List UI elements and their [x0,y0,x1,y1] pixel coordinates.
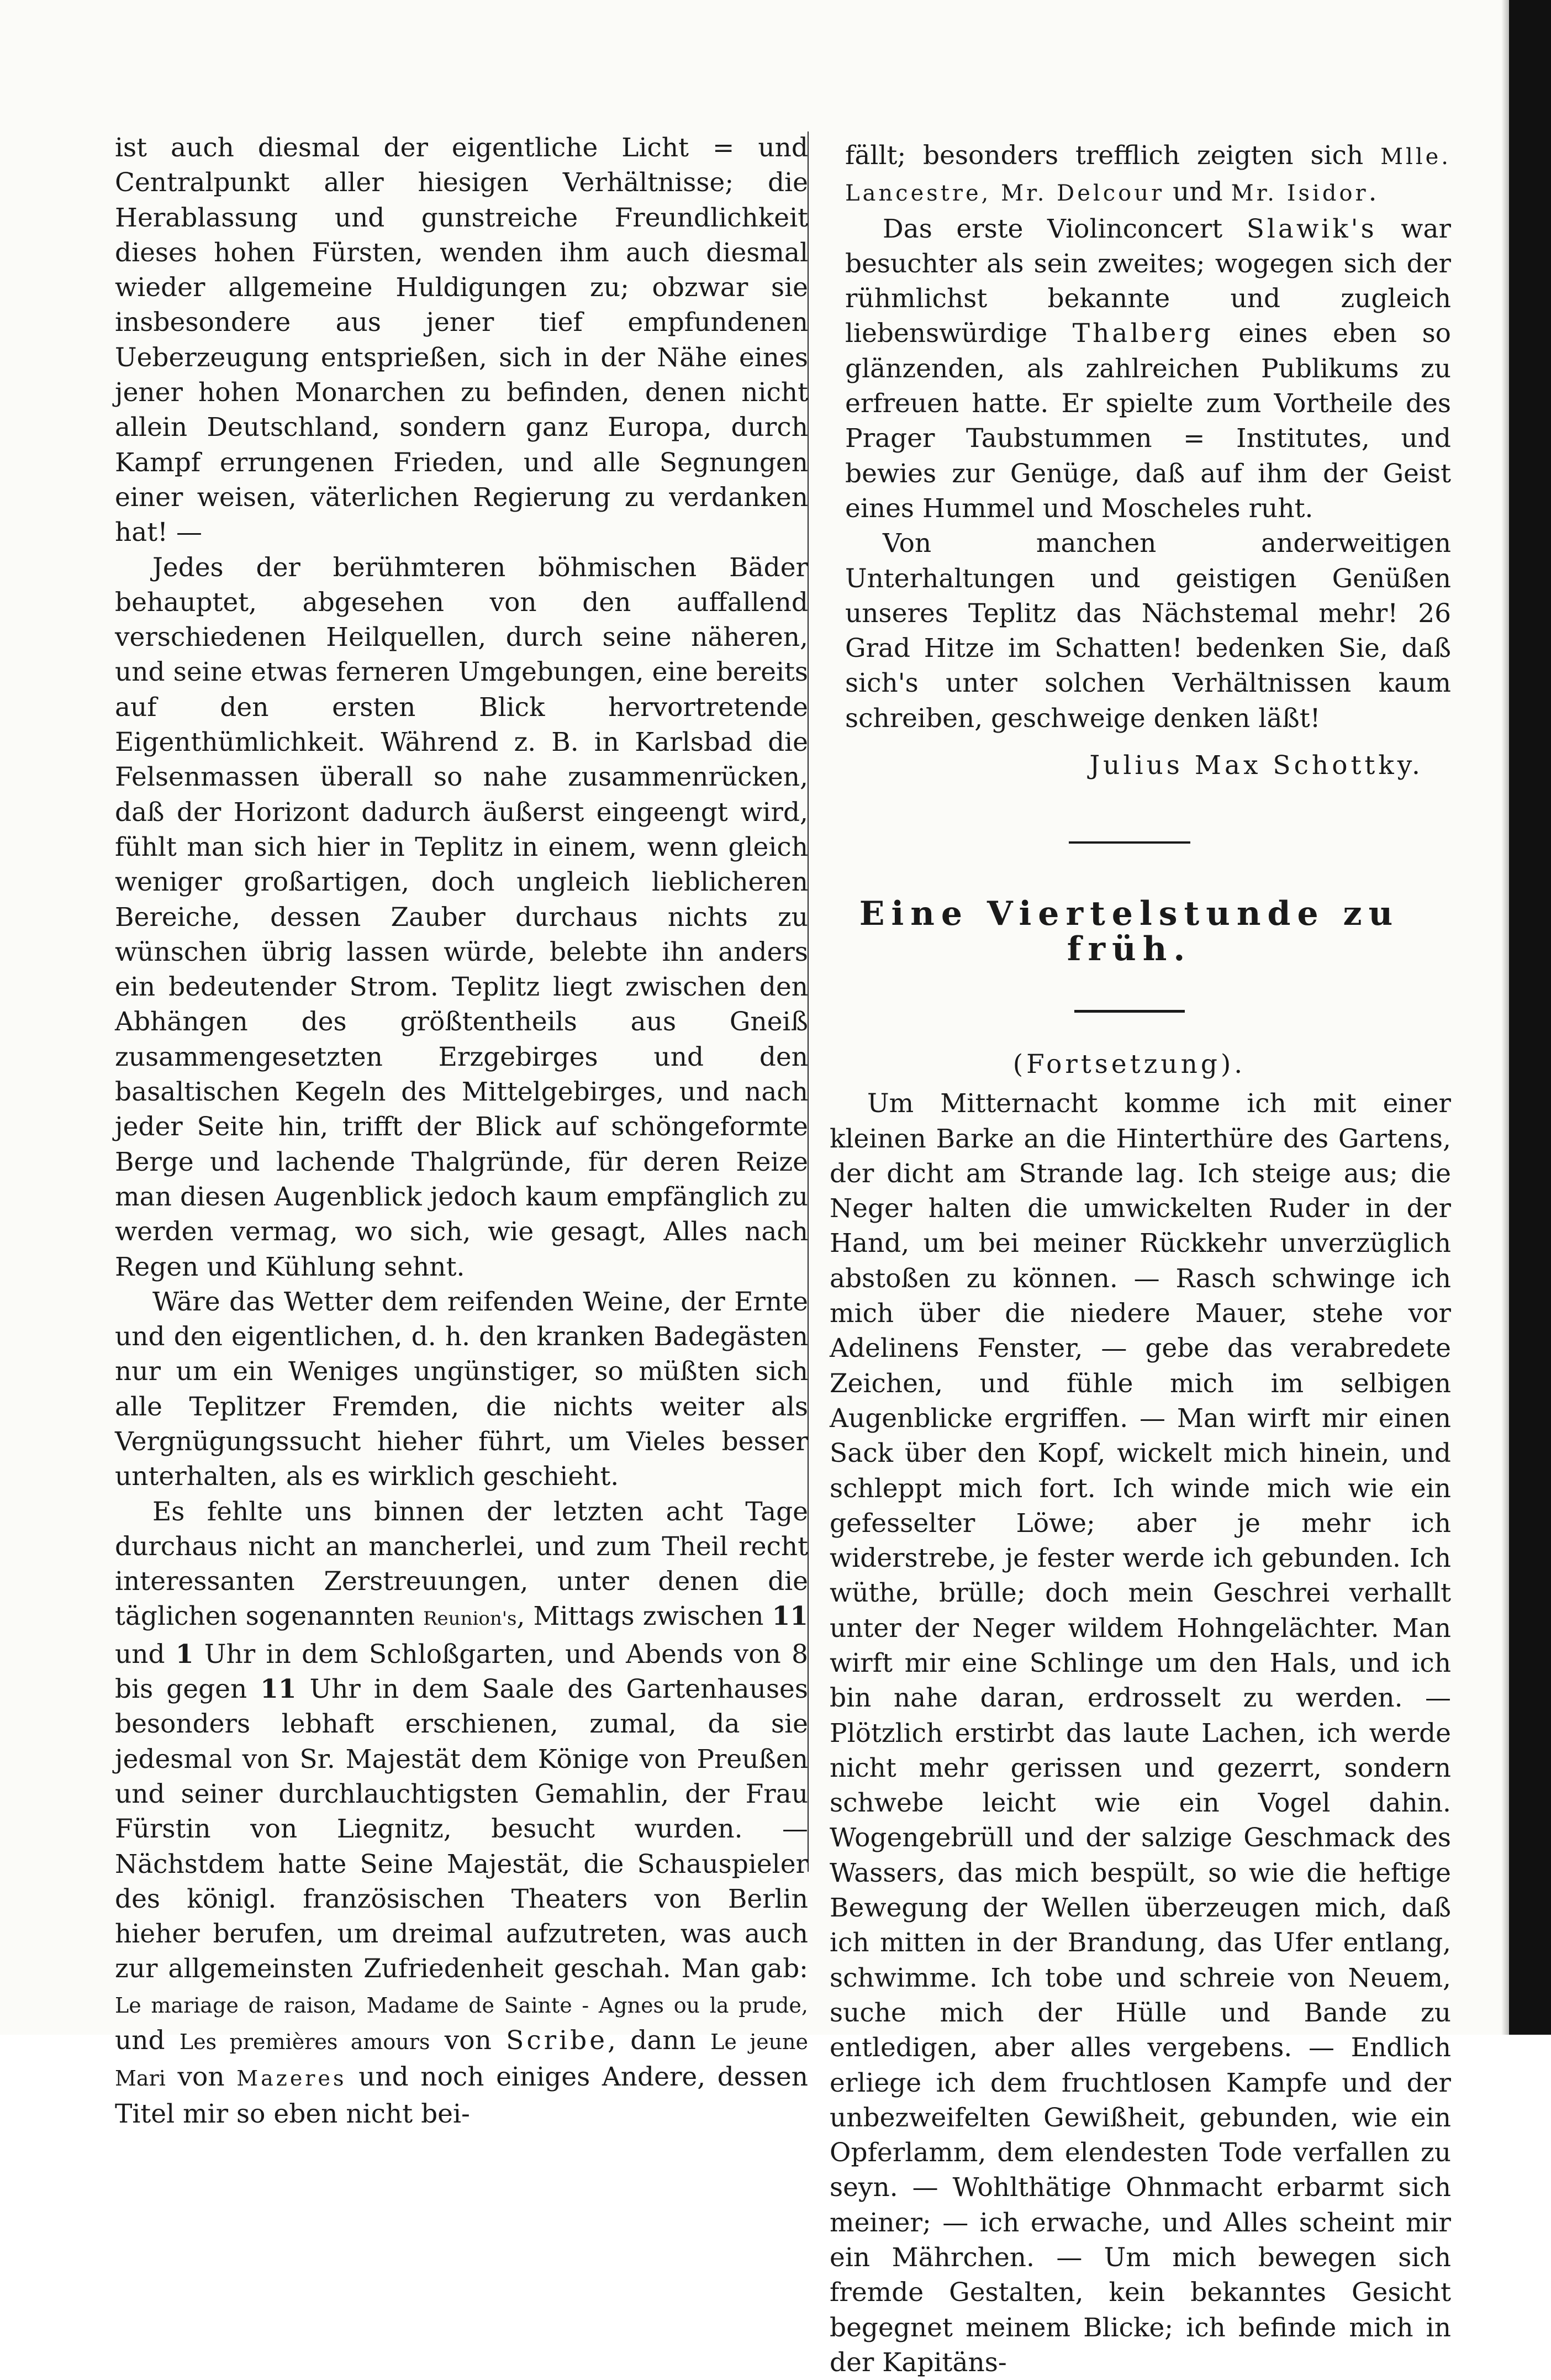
r2-text-a: Das erste Violinconcert [883,213,1247,244]
p4-text-e: Uhr in dem Saale des Gartenhauses besonders lebhaft erschienen, zumal, da sie jedesmal von Sr. Majestät dem Könige von Preußen und seiner durchlauchtigsten Gemahlin, der Frau Fürstin von Liegnitz, besucht wurden. — Nächstdem hatte Seine Majestät, die Schauspieler des königl. französischen Theaters von Berlin hieher berufen, um dreimal aufzutreten, was auch zur allgemeinsten Zufriedenheit geschah. Man gab: [115,1674,808,1984]
p4-french-title-3: Le jeune Mari [115,2030,809,2091]
p4-text-j: und noch einiges Andere, dessen Titel mir so eben nicht bei- [115,2062,809,2129]
heading-rule [1074,1010,1185,1013]
r2-text-c: eines eben so glänzenden, als zahlreichen Publikums zu erfreuen hatte. Er spielte zum Vortheile des Prager Taubstummen = Institutes, und bewies zur Genüge, daß auf ihm der Geist eines Hummel und Moscheles ruht. [845,318,1451,524]
r2-text-b: war besuchter als sein zweites; wogegen sich der rühmlichst bekannte und zugleich liebenswürdige [845,213,1451,349]
p4-text-c: und [115,1639,176,1670]
story-subheading: (Fortsetzung). [1012,1049,1246,1080]
left-column [115,130,808,2131]
left-paragraph-3: Wäre das Wetter dem reifenden Weine, der Ernte und den eigentlichen, d. h. den kranken Badegästen nur um ein Weniges ungünstiger, so müßten sich alle Teplitzer Fremden, die nichts weiter als Vergnügungssucht hieher führt, um Vieles besser unterhalten, als es wirklich geschieht. [115,1286,808,1492]
right-column [808,138,1451,2380]
p4-text-d: Uhr in dem Schloßgarten, und Abends von 8 bis gegen [115,1639,808,1705]
signature: Julius Max Schottky. [1089,750,1423,781]
left-paragraph-4 [115,1494,808,2131]
r1-text-c: . [1368,177,1377,208]
p4-reunions: Reunion's [423,1608,517,1630]
p4-num-11b: 11 [260,1674,297,1705]
p4-num-11a: 11 [772,1601,808,1632]
p4-author-scribe: Scribe [506,2025,608,2056]
right-paragraph-3: Von manchen anderweitigen Unterhaltungen und geistigen Genüßen unseres Teplitz das Nächstemal mehr! 26 Grad Hitze im Schatten! bedenken Sie, daß sich's unter solchen Verhältnissen kaum schreiben, geschweige denken läßt! [845,528,1451,734]
r1-performer-isidor: Mr. Isidor [1231,181,1369,207]
r1-text-b: und [1164,177,1231,208]
p4-text-i: von [165,2062,237,2093]
p4-french-titles: Le mariage de raison, Madame de Sainte - Agnes ou la prude, [115,1993,808,2018]
story-heading: Eine Viertelstunde zu früh. [859,894,1400,968]
p4-num-1: 1 [175,1639,194,1670]
right-paragraph-1 [845,138,1451,212]
binding-edge [1509,0,1551,2035]
p4-text-a: Es fehlte uns binnen der letzten acht Tage durchaus nicht an mancherlei, und zum Theil recht interessanten Zerstreuungen, unter denen die täglichen sogenannten [115,1496,808,1632]
r1-performers: Mlle. Lancestre, Mr. Delcour [845,144,1451,207]
p4-french-title-2: Les premières amours [179,2030,430,2055]
left-paragraph-2: Jedes der berühmteren böhmischen Bäder behauptet, abgesehen von den auffallend verschiedenen Heilquellen, durch seine näheren, und seine etwas ferneren Umgebungen, eine bereits auf den ersten Blick hervortretende Eigenthümlichkeit. Während z. B. in Karlsbad die Felsenmassen überall so nahe zusammenrücken, daß der Horizont dadurch äußerst eingeengt wird, fühlt man sich hier in Teplitz in einem, wenn gleich weniger großartigen, doch ungleich lieblicheren Bereiche, dessen Zauber durchaus nichts zu wünschen übrig lassen würde, belebte ihn anders ein bedeutender Strom. Teplitz liegt zwischen den Abhängen des größtentheils aus Gneiß zusammengesetzten Erzgebirges und den basaltischen Kegeln des Mittelgebirges, und nach jeder Seite hin, trifft der Blick auf schöngeformte Berge und lachende Thalgründe, für deren Reize man diesen Augenblick jedoch kaum empfänglich zu werden vermag, wo sich, wie gesagt, Alles nach Regen und Kühlung sehnt. [115,552,808,1282]
p4-author-mazeres: Mazeres [236,2066,347,2091]
r2-name-thalberg: Thalberg [1072,318,1214,349]
p4-text-f: und [115,2025,180,2056]
right-paragraph-2 [845,212,1451,526]
p4-text-g: von [430,2025,507,2056]
r1-text-a: fällt; besonders trefflich zeigten sich [845,140,1381,171]
section-rule [1069,841,1190,844]
p4-text-b: , Mittags zwischen [516,1601,772,1632]
p4-text-h: , dann [608,2025,711,2056]
left-paragraph-1: ist auch diesmal der eigentliche Licht = und Centralpunkt aller hiesigen Verhältnisse; die Herablassung und gunstreiche Freundlichkeit dieses hohen Fürsten, wenden ihm auch diesmal wieder allgemeine Huldigungen zu; obzwar sie insbesondere aus jener tief empfundenen Ueberzeugung entsprießen, sich in der Nähe eines jener hohen Monarchen zu befinden, denen nicht allein Deutschland, sondern ganz Europa, durch Kampf errungenen Frieden, und alle Segnungen einer weisen, väterlichen Regierung zu verdanken hat! — [115,133,808,548]
story-paragraph: Um Mitternacht komme ich mit einer kleinen Barke an die Hinterthüre des Gartens, der dicht am Strande lag. Ich steige aus; die Neger halten die umwickelten Ruder in der Hand, um bei meiner Rückkehr unverzüglich abstoßen zu können. — Rasch schwinge ich mich über die niedere Mauer, stehe vor Adelinens Fenster, — gebe das verabredete Zeichen, und fühle mich im selbigen Augenblicke ergriffen. — Man wirft mir einen Sack über den Kopf, wickelt mich hinein, und schleppt mich fort. Ich winde mich wie ein gefesselter Löwe; aber je mehr ich widerstrebe, je fester werde ich gebunden. Ich wüthe, brülle; doch mein Geschrei verhallt unter der Neger wildem Hohngelächter. Man wirft mir eine Schlinge um den Hals, und ich bin nahe daran, erdrosselt zu werden. — Plötzlich erstirbt das laute Lachen, ich werde nicht mehr gerissen und gezerrt, sondern schwebe leicht wie ein Vogel dahin. Wogengebrüll und der salzige Geschmack des Wassers, das mich bespült, so wie die heftige Bewegung der Wellen überzeugen mich, daß ich mitten in der Brandung, das Ufer entlang, schwimme. Ich tobe und schreie von Neuem, suche mich der Hülle und Bande zu entledigen, aber alles vergebens. — Endlich erliege ich dem fruchtlosen Kampfe und der unbezweifelten Gewißheit, gebunden, wie ein Opferlamm, dem elendesten Tode verfallen zu seyn. — Wohlthätige Ohnmacht erbarmt sich meiner; — ich erwache, und Alles scheint mir ein Mährchen. — Um mich bewegen sich fremde Gestalten, kein bekanntes Gesicht begegnet meinem Blicke; ich befinde mich in der Kapitäns- [830,1088,1451,2378]
binding-shadow [1501,0,1509,2035]
r2-name-slawik: Slawik's [1246,213,1377,244]
